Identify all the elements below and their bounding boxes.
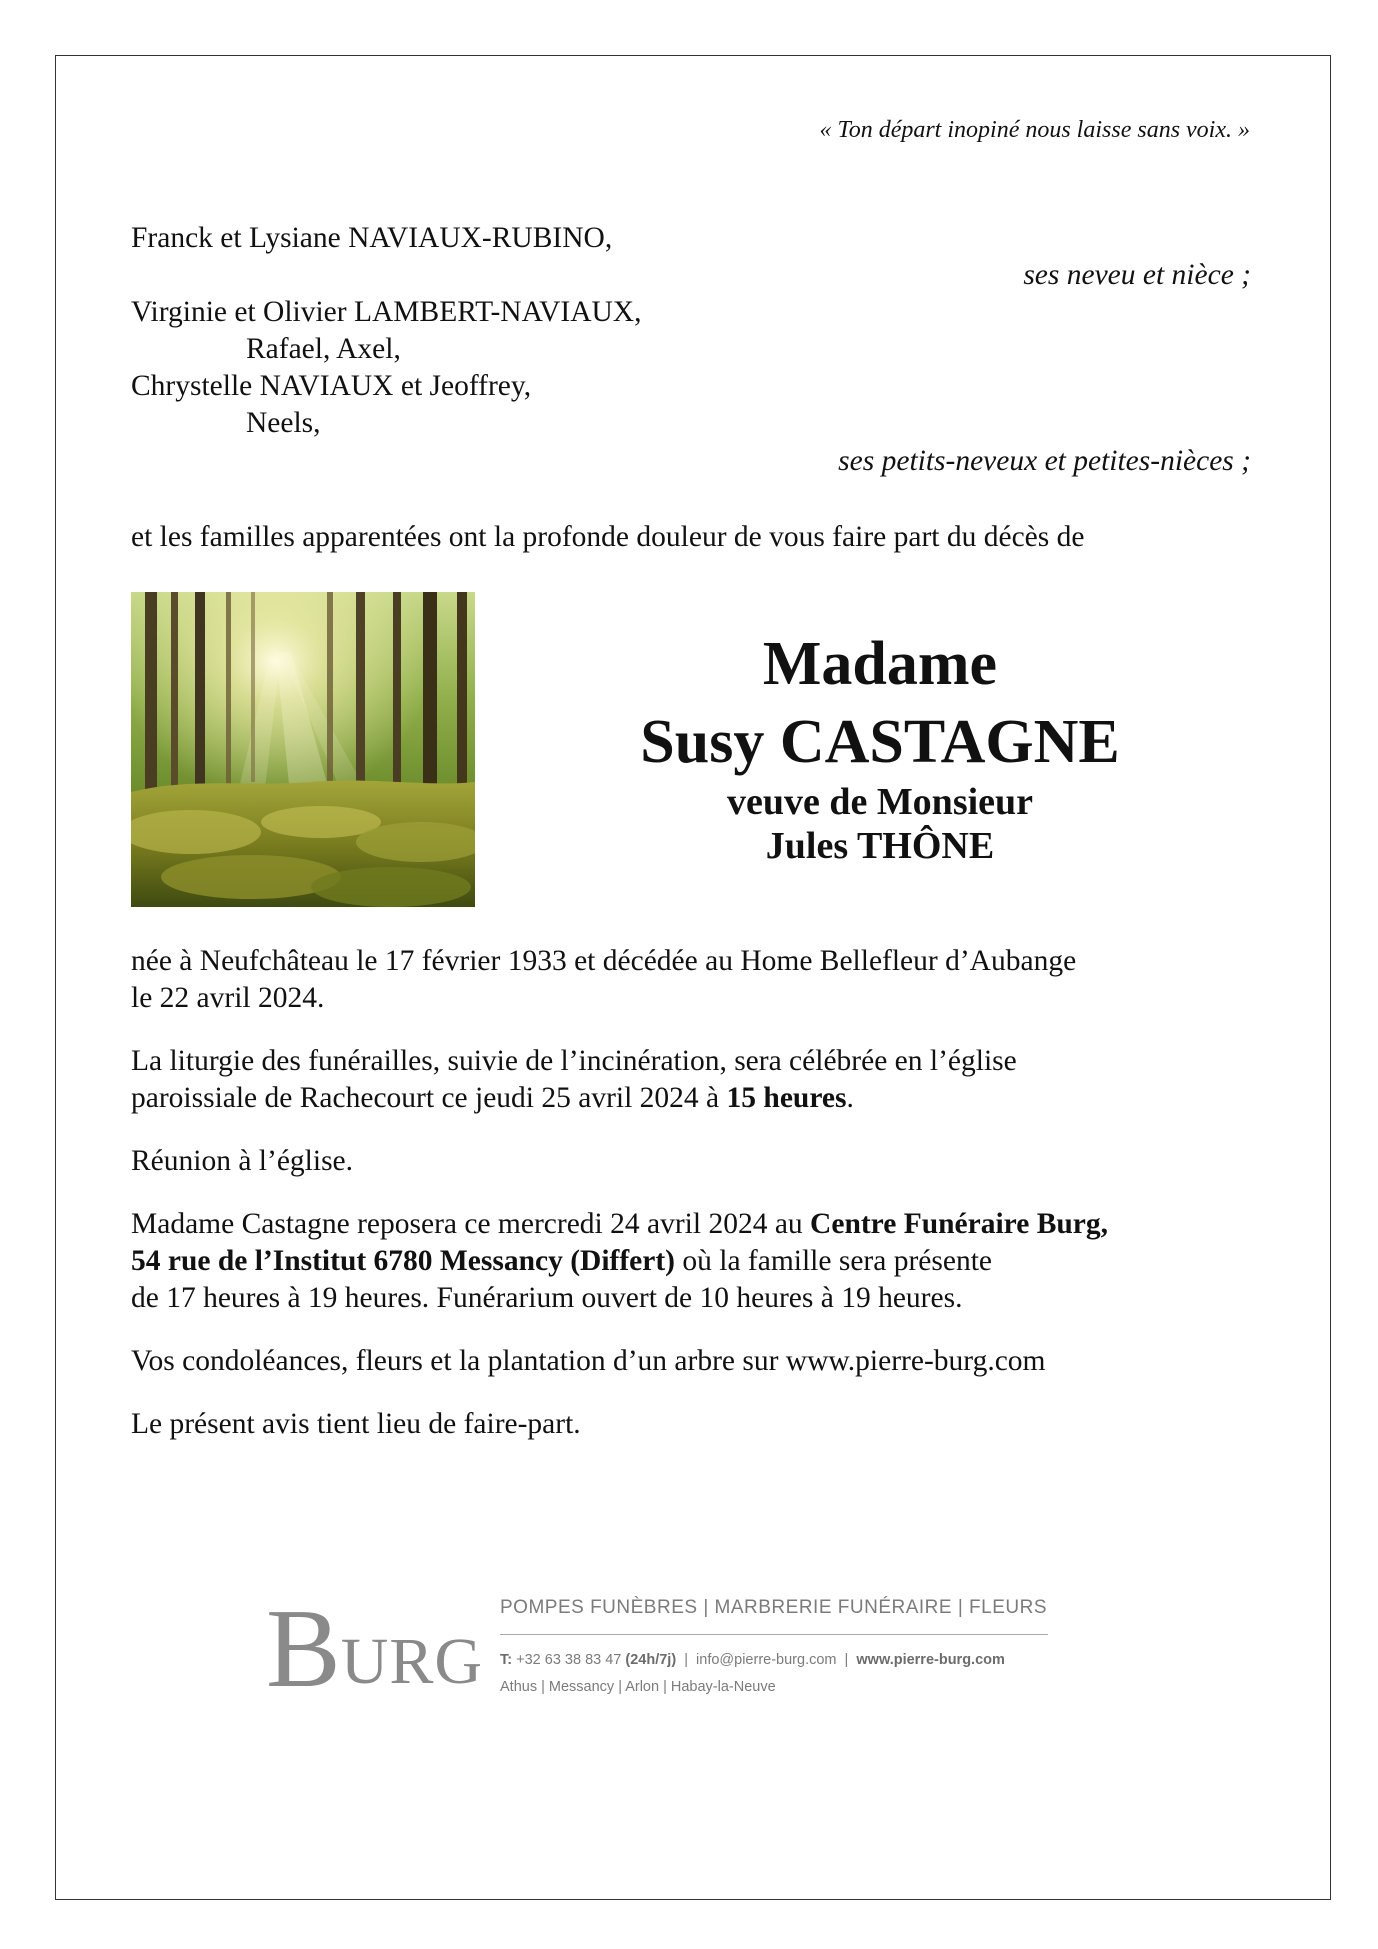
footer-email[interactable]: info@pierre-burg.com	[696, 1652, 837, 1668]
family-line-2-children: Neels,	[246, 407, 321, 439]
relation-grand: ses petits-neveux et petites-nièces ;	[838, 445, 1251, 477]
relation-nephew-niece: ses neveu et nièce ;	[1023, 259, 1251, 291]
family-line-1-children: Rafael, Axel,	[246, 333, 401, 365]
family-line-2: Chrystelle NAVIAUX et Jeoffrey,	[131, 370, 532, 402]
footer-services: POMPES FUNÈBRES | MARBRERIE FUNÉRAIRE | FLEURS	[500, 1597, 1048, 1618]
burg-logo	[266, 1587, 484, 1711]
notice: Le présent avis tient lieu de faire-part.	[131, 1408, 581, 1440]
footer-contact: T: +32 63 38 83 47 (24h/7j) | info@pierre-burg.com | www.pierre-burg.com	[500, 1652, 1005, 1668]
funeral-center-name: Centre Funéraire Burg,	[810, 1208, 1108, 1240]
liturgy-line-1: La liturgie des funérailles, suivie de l’incinération, sera célébrée en l’église	[131, 1045, 1017, 1077]
condolences: Vos condoléances, fleurs et la plantation d’un arbre sur www.pierre-burg.com	[131, 1345, 1046, 1377]
birth-line-1: née à Neufchâteau le 17 février 1933 et décédée au Home Bellefleur d’Aubange	[131, 945, 1077, 977]
footer-website[interactable]: www.pierre-burg.com	[856, 1652, 1005, 1668]
liturgy-line-2: paroissiale de Rachecourt ce jeudi 25 avril 2024 à 15 heures.	[131, 1082, 854, 1114]
announcement: et les familles apparentées ont la profonde douleur de vous faire part du décès de	[131, 521, 1085, 553]
logo-rest: URG	[340, 1625, 484, 1698]
footer-divider	[500, 1634, 1048, 1635]
funeral-center-address: 54 rue de l’Institut 6780 Messancy (Differt)	[131, 1245, 676, 1277]
footer-towns: Athus | Messancy | Arlon | Habay-la-Neuve	[500, 1679, 776, 1695]
deceased-name: Susy CASTAGNE	[640, 708, 1120, 776]
family-line-1: Virginie et Olivier LAMBERT-NAVIAUX,	[131, 296, 642, 328]
ceremony-time: 15 heures	[726, 1082, 847, 1114]
spouse-name: Jules THÔNE	[765, 825, 995, 867]
deceased-title: Madame	[762, 630, 998, 698]
logo-letter: B	[266, 1587, 341, 1711]
rest-line-2: 54 rue de l’Institut 6780 Messancy (Differt) où la famille sera présente	[131, 1245, 992, 1277]
birth-line-2: le 22 avril 2024.	[131, 982, 325, 1014]
rest-line-1: Madame Castagne reposera ce mercredi 24 avril 2024 au Centre Funéraire Burg,	[131, 1208, 1108, 1240]
widow-of: veuve de Monsieur	[726, 781, 1034, 823]
epigraph: « Ton départ inopiné nous laisse sans voix. »	[819, 117, 1250, 143]
meeting-note: Réunion à l’église.	[131, 1145, 354, 1177]
forest-photo	[131, 592, 475, 907]
family-nephew-niece: Franck et Lysiane NAVIAUX-RUBINO,	[131, 222, 613, 254]
rest-line-3: de 17 heures à 19 heures. Funérarium ouvert de 10 heures à 19 heures.	[131, 1282, 963, 1314]
footer-phone: +32 63 38 83 47	[516, 1652, 622, 1668]
